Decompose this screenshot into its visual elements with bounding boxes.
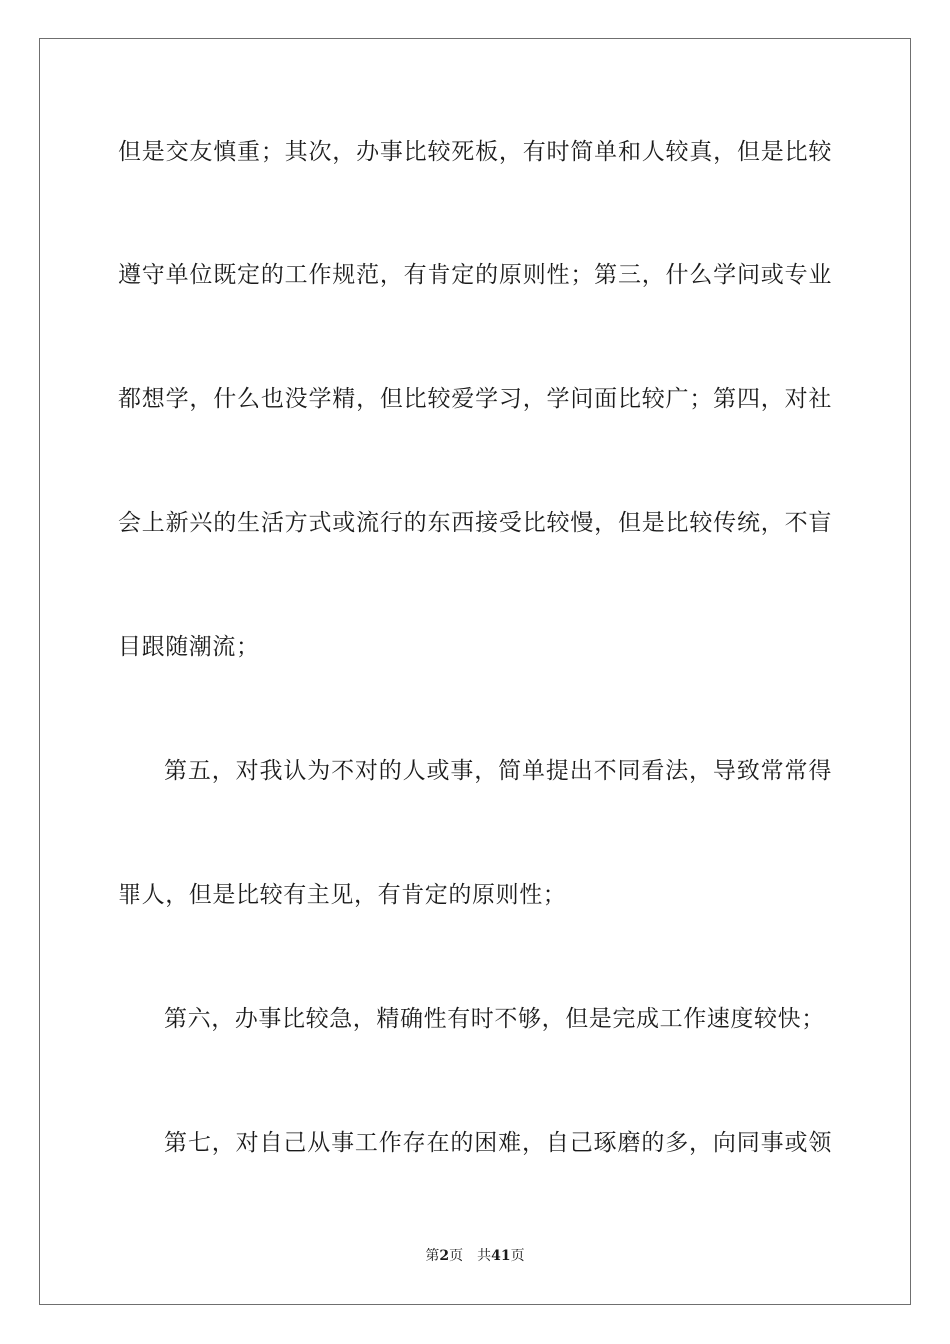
body-line-1: 但是交友慎重；其次，办事比较死板，有时简单和人较真，但是比较 [118,139,832,165]
footer-page-suffix: 页 [449,1248,464,1264]
body-line-8: 第六，办事比较急，精确性有时不够，但是完成工作速度较快； [164,1006,825,1032]
footer-total-prefix: 共 [477,1248,492,1264]
page-border [39,38,911,1305]
footer-total-suffix: 页 [510,1248,525,1264]
body-line-6: 第五，对我认为不对的人或事，简单提出不同看法，导致常常得 [164,758,832,784]
body-line-2: 遵守单位既定的工作规范，有肯定的原则性；第三，什么学问或专业 [118,262,832,288]
body-line-7: 罪人，但是比较有主见，有肯定的原则性； [118,882,567,908]
page-footer [0,1246,950,1266]
body-line-5: 目跟随潮流； [118,634,260,660]
footer-page-number: 2 [439,1248,450,1264]
footer-page-prefix: 第 [425,1248,440,1264]
footer-total-pages: 41 [491,1248,511,1264]
body-line-3: 都想学，什么也没学精，但比较爱学习，学问面比较广；第四，对社 [118,386,832,412]
body-line-4: 会上新兴的生活方式或流行的东西接受比较慢，但是比较传统，不盲 [118,510,832,536]
body-line-9: 第七，对自己从事工作存在的困难，自己琢磨的多，向同事或领 [164,1130,832,1156]
